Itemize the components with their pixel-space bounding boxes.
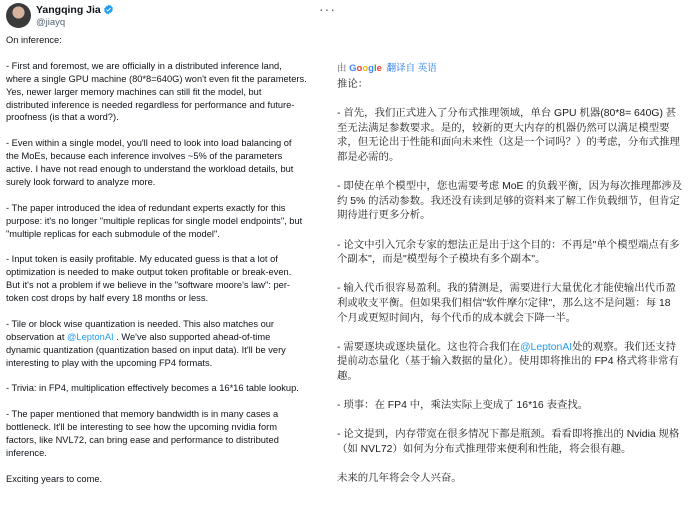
translated-paragraph: - 论文提到，内存带宽在很多情况下都是瓶颈。看看即将推出的 Nvidia 规格 （如 NVL72）如何为分布式推理带来便利和性能，将会很有趣。 [337,429,680,455]
translated-text-segment: 处的观察。我们还支持 提前动态量化（基于输入数据的量化）。使用即将推出的 FP4 格式将非常有 趣。 [337,341,679,382]
tweet-paragraph: - Trivia: in FP4, multiplication effectively becomes a 16*16 table lookup. [6,383,299,394]
translation-prefix: 由 [337,63,347,74]
translated-paragraph: 推论： [337,79,369,90]
google-logo: Google [349,63,382,74]
tweet-paragraph: Exciting years to come. [6,473,103,484]
translated-paragraph: 未来的几年将会令人兴奋。 [337,473,462,485]
tweet-paragraph: - Input token is easily profitable. My educated guess is that a lot of optimization is needed to make output token profitable or break-even. But it's not a problem if we believe in the "software moore's law": per- token cost drops by half every 18 months or less. [6,254,292,304]
tweet-paragraph: - The paper mentioned that memory bandwidth is in many cases a bottleneck. It'll be interesting to see how the upcoming nvidia form factors, like NVL72, can bring ease and performance to distributed inference. [6,409,279,458]
tweet-paragraph-tile-quantization [6,318,326,370]
translated-paragraph: - 首先，我们正式进入了分布式推理领域，单台 GPU 机器(80*8= 640G) 甚 至无法满足参数要求。是的，较新的更大内存的机器仍然可以满足模型要 求，但无论出于性能和面向未来性（这是一个词吗？）的考虑，分布式推理 都是必需的。 [337,108,680,163]
mention-link[interactable]: @LeptonAI [66,331,114,342]
author-name[interactable]: Yangqing Jia [36,4,101,16]
tweet-text-segment: . We've also supported ahead-of-time dynamic quantization (quantization based on input data). It'll be very interesting to play with the upcoming FP4 formats. [6,331,286,368]
translated-paragraph: - 输入代币很容易盈利。我的猜测是，需要进行大量优化才能使输出代币盈 利或收支平衡。但如果我们相信"软件摩尔定律"，那么这不是问题：每 18 个月或更短时间内，每个代币的成本就会下降一半。 [337,283,676,324]
translated-text [337,78,695,501]
tweet-paragraph: On inference: [6,35,62,45]
translation-attribution [337,60,437,73]
tweet-paragraph: - The paper introduced the idea of redundant experts exactly for this purpose: it's no longer "multiple replicas for single model endpoints", but "multiple replicas for each submodule of the model". [6,202,303,239]
more-options-icon[interactable]: ··· [319,1,336,17]
translated-paragraph: - 琐事：在 FP4 中，乘法实际上变成了 16*16 表查找。 [337,400,589,412]
translated-paragraph: - 即使在单个模型中，您也需要考虑 MoE 的负载平衡，因为每次推理都涉及 约 5% 的活动参数。我还没有读到足够的资料来了解工作负载细节，但肯定 期待进行更多分析。 [337,181,683,222]
author-handle[interactable]: @jiayq [36,17,66,28]
tweet-paragraph: - First and foremost, we are officially in a distributed inference land, where a single GPU machine (80*8=640G) won't even fit the parameters. Yes, newer larger memory machines can still fit the model, but distributed inference is needed regardless for performance and future- proofness (is that a word?). [6,60,307,123]
tweet-paragraph: - Even within a single model, you'll need to look into load balancing of the MoEs, because each inference involves ~5% of the parameters active. I have not read enough to understand the workload details, but surely look forward to analyze more. [6,138,294,187]
translated-paragraph: - 论文中引入冗余专家的想法正是出于这个目的：不再是"单个模型端点有多 个副本"，而是"模型每个子模块有多个副本"。 [337,239,680,266]
translated-from-link[interactable]: 翻译自 英语 [386,63,437,74]
translated-paragraph-tile-quantization [337,341,695,385]
tweet-text [6,34,326,498]
avatar[interactable] [6,3,31,28]
translated-text-segment: - 需要逐块或逐块量化。这也符合我们在 [337,341,520,353]
tweet-header [6,1,336,31]
tweet-text-segment: - Tile or block wise quantization is needed. This also matches our observation at [6,318,275,342]
mention-link[interactable]: @LeptonAI [520,341,573,353]
verified-badge-icon [103,4,114,15]
